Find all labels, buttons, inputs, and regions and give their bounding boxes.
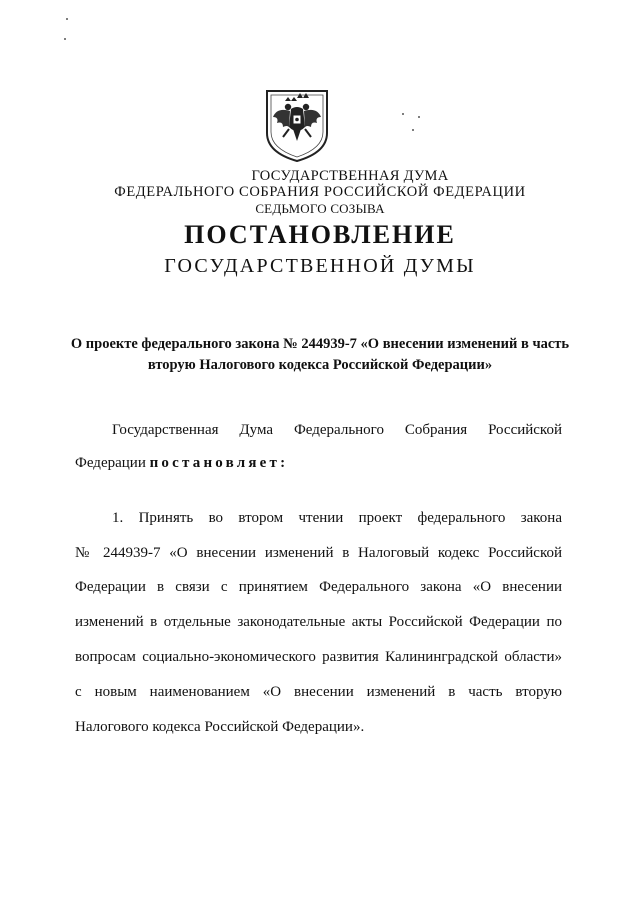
item1-line-1: 1. Принять во втором чтении проект федерального закона [112,510,562,526]
preamble-verb: постановляет: [149,455,289,471]
preamble-line-2-start: Федерации [75,455,146,471]
item1-line-2: № 244939-7 «О внесении изменений в Налоговый кодекс Российской [75,545,562,561]
item1-line-7: Налогового кодекса Российской Федерации». [75,719,365,735]
header-line-3: СЕДЬМОГО СОЗЫВА [255,201,385,216]
document-subtitle: ГОСУДАРСТВЕННОЙ ДУМЫ [164,255,476,277]
preamble-line-2 [75,455,288,472]
header-line-1: ГОСУДАРСТВЕННАЯ ДУМА [251,168,449,184]
item1-line-6: с новым наименованием «О внесении изменений в часть вторую [75,684,562,700]
item1-line-5: вопросам социально-экономического развития Калининградской области» [75,649,562,665]
header-line-2: ФЕДЕРАЛЬНОГО СОБРАНИЯ РОССИЙСКОЙ ФЕДЕРАЦИИ [114,184,526,200]
item1-line-3: Федерации в связи с принятием Федерального закона «О внесении [75,579,562,595]
item1-line-4: изменений в отдельные законодательные акты Российской Федерации по [75,614,562,630]
bill-title: О проекте федерального закона № 244939-7 «О внесении изменений в часть вторую Налогового кодекса Российской Федерации» [70,336,570,373]
russian-coat-of-arms-icon [263,87,331,163]
document-title: ПОСТАНОВЛЕНИЕ [184,220,456,249]
preamble-line-1: Государственная Дума Федерального Собрания Российской [112,422,562,438]
